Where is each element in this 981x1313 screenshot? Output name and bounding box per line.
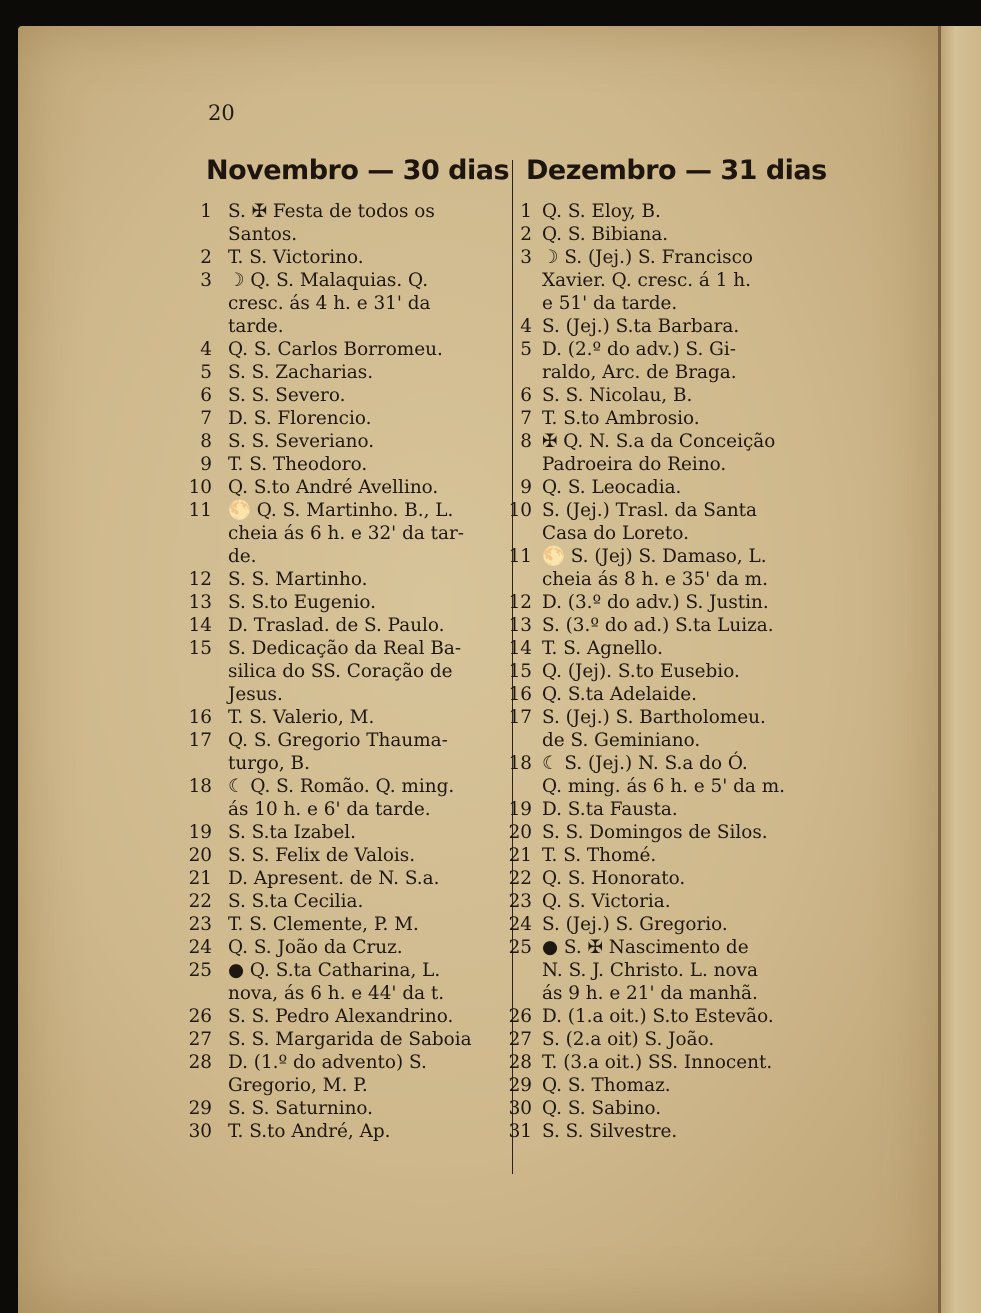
entry-text-line: tarde.	[228, 316, 284, 337]
entry-text-line: S. S. Martinho.	[228, 569, 368, 590]
entry-text-line: ☽ Q. S. Malaquias. Q.	[228, 270, 429, 291]
day-number: 1	[520, 201, 532, 222]
day-number: 7	[200, 408, 212, 429]
entry-text-line: S. S.ta Izabel.	[228, 822, 356, 843]
entry-text-line: D. (1.a oit.) S.to Estevão.	[542, 1006, 774, 1027]
entry-text-line: Padroeira do Reino.	[542, 454, 727, 475]
entry-text-line: D. S. Florencio.	[228, 408, 372, 429]
day-number: 22	[508, 868, 532, 889]
day-number: 25	[188, 960, 212, 981]
day-number: 23	[188, 914, 212, 935]
day-number: 11	[188, 500, 212, 521]
entry-text-line: S. S. Severo.	[228, 385, 346, 406]
entry-text-line: ☽ S. (Jej.) S. Francisco	[542, 247, 753, 268]
day-number: 15	[508, 661, 532, 682]
entry-text-line: ás 10 h. e 6' da tarde.	[228, 799, 431, 820]
day-number: 4	[200, 339, 212, 360]
entry-text-line: D. (1.º do advento) S.	[228, 1052, 427, 1073]
entry-text-line: D. (3.º do adv.) S. Justin.	[542, 592, 769, 613]
day-number: 20	[188, 845, 212, 866]
day-number: 3	[200, 270, 212, 291]
december-title: Dezembro — 31 dias	[526, 155, 827, 186]
day-number: 24	[508, 914, 532, 935]
entry-text-line: Q. S. Leocadia.	[542, 477, 682, 498]
day-number: 13	[188, 592, 212, 613]
entry-text-line: S. S. Zacharias.	[228, 362, 374, 383]
day-number: 19	[188, 822, 212, 843]
entry-text-line: Q. S. Carlos Borromeu.	[228, 339, 443, 360]
entry-text-line: e 51' da tarde.	[542, 293, 678, 314]
entry-text-line: Q. S. Victoria.	[542, 891, 671, 912]
day-number: 10	[508, 500, 532, 521]
entry-text-line: D. Apresent. de N. S.a.	[228, 868, 440, 889]
day-number: 2	[520, 224, 532, 245]
entry-text-line: D. (2.º do adv.) S. Gi-	[542, 339, 736, 360]
entry-text-line: T. S.to Ambrosio.	[542, 408, 700, 429]
entry-text-line: S. S. Saturnino.	[228, 1098, 374, 1119]
day-number: 10	[188, 477, 212, 498]
entry-text-line: Xavier. Q. cresc. á 1 h.	[542, 270, 751, 291]
day-number: 29	[188, 1098, 212, 1119]
day-number: 13	[508, 615, 532, 636]
entry-text-line: D. Traslad. de S. Paulo.	[228, 615, 445, 636]
day-number: 9	[200, 454, 212, 475]
day-number: 8	[520, 431, 532, 452]
entry-text-line: 🌕 Q. S. Martinho. B., L.	[228, 500, 454, 521]
entry-text-line: de S. Geminiano.	[542, 730, 701, 751]
entry-text-line: Gregorio, M. P.	[228, 1075, 368, 1096]
day-number: 31	[508, 1121, 532, 1142]
day-number: 1	[200, 201, 212, 222]
entry-text-line: Q. S. João da Cruz.	[228, 937, 403, 958]
entry-text-line: cresc. ás 4 h. e 31' da	[228, 293, 431, 314]
entry-text-line: S. (Jej.) S. Gregorio.	[542, 914, 728, 935]
entry-text-line: T. (3.a oit.) SS. Innocent.	[542, 1052, 773, 1073]
day-number: 18	[188, 776, 212, 797]
entry-text-line: ✠ Q. N. S.a da Conceição	[542, 431, 776, 452]
entry-text-line: S. S. Felix de Valois.	[228, 845, 416, 866]
entry-text-line: T. S. Thomé.	[542, 845, 657, 866]
day-number: 17	[188, 730, 212, 751]
entry-text-line: ☾ S. (Jej.) N. S.a do Ó.	[542, 753, 748, 774]
entry-text-line: T. S.to André, Ap.	[228, 1121, 391, 1142]
day-number: 26	[508, 1006, 532, 1027]
entry-text-line: S. S.ta Cecilia.	[228, 891, 364, 912]
day-number: 25	[508, 937, 532, 958]
entry-text-line: Q. ming. ás 6 h. e 5' da m.	[542, 776, 786, 797]
day-number: 6	[200, 385, 212, 406]
day-number: 6	[520, 385, 532, 406]
day-number: 30	[508, 1098, 532, 1119]
day-number: 19	[508, 799, 532, 820]
entry-text-line: Q. S. Sabino.	[542, 1098, 662, 1119]
entry-text-line: S. (Jej.) S. Bartholomeu.	[542, 707, 766, 728]
entry-text-line: T. S. Clemente, P. M.	[228, 914, 419, 935]
entry-text-line: T. S. Agnello.	[542, 638, 664, 659]
day-number: 17	[508, 707, 532, 728]
entry-text-line: Q. S.to André Avellino.	[228, 477, 439, 498]
adjacent-page-edge	[938, 26, 981, 1313]
day-number: 28	[188, 1052, 212, 1073]
entry-text-line: Jesus.	[228, 684, 283, 705]
day-number: 16	[508, 684, 532, 705]
day-number: 21	[508, 845, 532, 866]
day-number: 20	[508, 822, 532, 843]
entry-text-line: raldo, Arc. de Braga.	[542, 362, 737, 383]
entry-text-line: de.	[228, 546, 257, 567]
entry-text-line: ● S. ✠ Nascimento de	[542, 937, 749, 958]
entry-text-line: S. S. Silvestre.	[542, 1121, 678, 1142]
day-number: 16	[188, 707, 212, 728]
entry-text-line: S. S. Margarida de Saboia	[228, 1029, 472, 1050]
day-number: 5	[200, 362, 212, 383]
entry-text-line: silica do SS. Coração de	[228, 661, 453, 682]
entry-text-line: S. (Jej.) Trasl. da Santa	[542, 500, 758, 521]
day-number: 3	[520, 247, 532, 268]
entry-text-line: T. S. Theodoro.	[228, 454, 368, 475]
day-number: 28	[508, 1052, 532, 1073]
entry-text-line: S. (3.º do ad.) S.ta Luiza.	[542, 615, 774, 636]
entry-text-line: Q. S. Eloy, B.	[542, 201, 661, 222]
day-number: 27	[508, 1029, 532, 1050]
day-number: 5	[520, 339, 532, 360]
entry-text-line: turgo, B.	[228, 753, 310, 774]
day-number: 18	[508, 753, 532, 774]
day-number: 22	[188, 891, 212, 912]
entry-text-line: Q. (Jej). S.to Eusebio.	[542, 661, 740, 682]
entry-text-line: Q. S. Bibiana.	[542, 224, 669, 245]
day-number: 7	[520, 408, 532, 429]
day-number: 12	[188, 569, 212, 590]
entry-text-line: S. ✠ Festa de todos os	[228, 201, 435, 222]
day-number: 14	[188, 615, 212, 636]
day-number: 2	[200, 247, 212, 268]
day-number: 11	[508, 546, 532, 567]
entry-text-line: cheia ás 8 h. e 35' da m.	[542, 569, 768, 590]
entry-text-line: Q. S. Honorato.	[542, 868, 686, 889]
day-number: 26	[188, 1006, 212, 1027]
entry-text-line: S. S. Domingos de Silos.	[542, 822, 768, 843]
day-number: 4	[520, 316, 532, 337]
entry-text-line: S. S.to Eugenio.	[228, 592, 376, 613]
page-number: 20	[208, 101, 235, 125]
entry-text-line: S. Dedicação da Real Ba-	[228, 638, 462, 659]
entry-text-line: Q. S.ta Adelaide.	[542, 684, 698, 705]
entry-text-line: nova, ás 6 h. e 44' da t.	[228, 983, 445, 1004]
entry-text-line: S. (2.a oit) S. João.	[542, 1029, 715, 1050]
entry-text-line: Santos.	[228, 224, 298, 245]
day-number: 23	[508, 891, 532, 912]
entry-text-line: 🌕 S. (Jej) S. Damaso, L.	[542, 546, 767, 567]
entry-text-line: S. (Jej.) S.ta Barbara.	[542, 316, 740, 337]
entry-text-line: cheia ás 6 h. e 32' da tar-	[228, 523, 465, 544]
day-number: 12	[508, 592, 532, 613]
day-number: 27	[188, 1029, 212, 1050]
day-number: 15	[188, 638, 212, 659]
entry-text-line: S. S. Severiano.	[228, 431, 375, 452]
day-number: 24	[188, 937, 212, 958]
entry-text-line: N. S. J. Christo. L. nova	[542, 960, 758, 981]
day-number: 30	[188, 1121, 212, 1142]
entry-text-line: S. S. Nicolau, B.	[542, 385, 693, 406]
entry-text-line: ☾ Q. S. Romão. Q. ming.	[228, 776, 455, 797]
entry-text-line: T. S. Valerio, M.	[228, 707, 375, 728]
entry-text-line: S. S. Pedro Alexandrino.	[228, 1006, 454, 1027]
entry-text-line: ● Q. S.ta Catharina, L.	[228, 960, 441, 981]
day-number: 8	[200, 431, 212, 452]
november-title: Novembro — 30 dias	[206, 155, 510, 186]
day-number: 14	[508, 638, 532, 659]
day-number: 29	[508, 1075, 532, 1096]
day-number: 9	[520, 477, 532, 498]
entry-text-line: Casa do Loreto.	[542, 523, 689, 544]
entry-text-line: Q. S. Gregorio Thauma-	[228, 730, 448, 751]
entry-text-line: Q. S. Thomaz.	[542, 1075, 671, 1096]
entry-text-line: T. S. Victorino.	[228, 247, 364, 268]
entry-text-line: D. S.ta Fausta.	[542, 799, 678, 820]
entry-text-line: ás 9 h. e 21' da manhã.	[542, 983, 758, 1004]
day-number: 21	[188, 868, 212, 889]
